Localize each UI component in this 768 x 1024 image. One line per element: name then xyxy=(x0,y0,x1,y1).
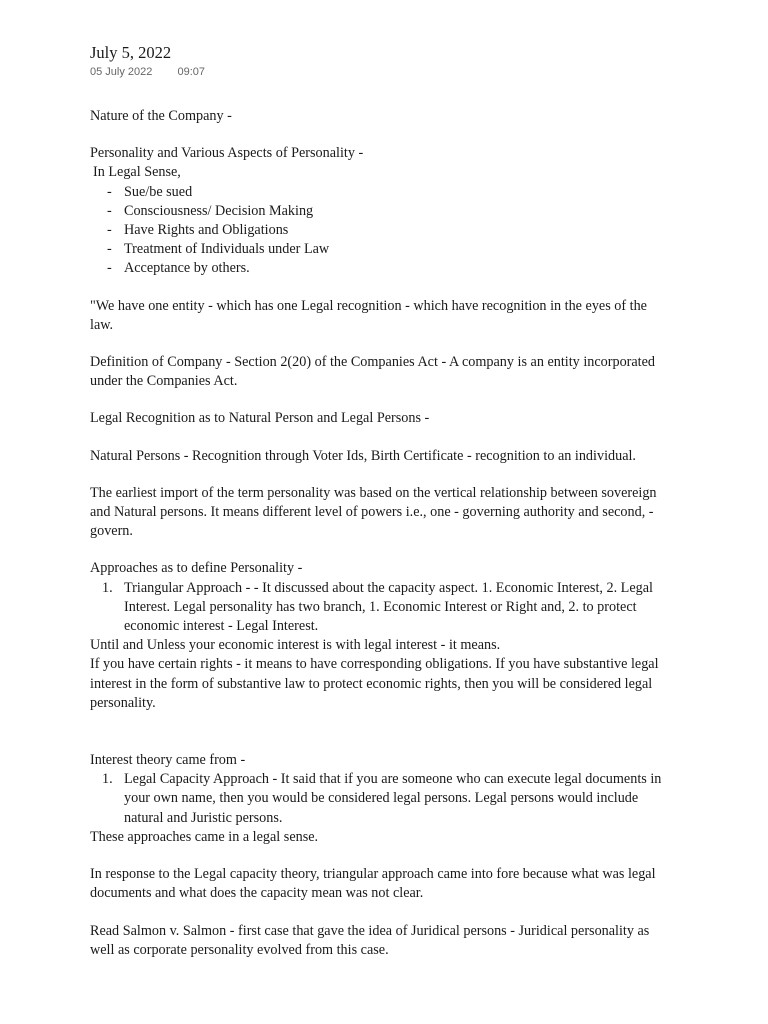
approach-list xyxy=(90,579,670,637)
paragraph: Until and Unless your economic interest is with legal interest - it means. xyxy=(90,637,501,654)
paragraph: Interest theory came from - xyxy=(90,752,246,769)
list-item: - Consciousness/ Decision Making xyxy=(90,202,670,221)
interest-list xyxy=(90,770,670,828)
paragraph: In Legal Sense, xyxy=(93,164,181,181)
paragraph: Legal Recognition as to Natural Person and Legal Persons - xyxy=(90,410,430,427)
list-item: - Treatment of Individuals under Law xyxy=(90,240,670,259)
list-item xyxy=(90,770,670,828)
paragraph: Natural Persons - Recognition through Voter Ids, Birth Certificate - recognition to an individual. xyxy=(90,447,636,464)
paragraph: If you have certain rights - it means to have corresponding obligations. If you have substantive legal interest in the form of substantive law to protect economic rights, then you will be considered legal personality. xyxy=(90,656,659,711)
list-marker: 1. xyxy=(102,579,113,596)
note-title: July 5, 2022 xyxy=(90,43,172,62)
paragraph: "We have one entity - which has one Legal recognition - which have recognition in the eyes of the law. xyxy=(90,297,647,333)
list-item: - Sue/be sued xyxy=(90,183,670,202)
note-meta xyxy=(90,66,205,78)
paragraph: Definition of Company - Section 2(20) of the Companies Act - A company is an entity incorporated under the Companies Act. xyxy=(90,354,656,390)
list-marker: 1. xyxy=(102,771,113,788)
spacer xyxy=(90,713,670,751)
note-date: 05 July 2022 xyxy=(90,66,153,78)
paragraph: The earliest import of the term personality was based on the vertical relationship between sovereign and Natural persons. It means different level of powers i.e., one - governing authority and second, - govern. xyxy=(90,484,657,540)
list-item-text: Legal Capacity Approach - It said that if you are someone who can execute legal documents in your own name, then you would be considered legal persons. Legal persons would include natural and Juristic persons. xyxy=(124,771,662,826)
paragraph: Read Salmon v. Salmon - first case that gave the idea of Juridical persons - Juridical personality as well as corporate personality evolved from this case. xyxy=(90,922,650,958)
list-item: - Acceptance by others. xyxy=(90,259,670,278)
list-item: - Have Rights and Obligations xyxy=(90,221,670,240)
list-item-text: Triangular Approach - - It discussed about the capacity aspect. 1. Economic Interest, 2. Legal Interest. Legal personality has two branch, 1. Economic Interest or Right and, 2. to protect economic interest - Legal Interest. xyxy=(124,579,653,635)
paragraph: Nature of the Company - xyxy=(90,108,232,124)
paragraph: In response to the Legal capacity theory, triangular approach came into fore because what was legal documents and what does the capacity mean was not clear. xyxy=(90,866,656,902)
note-time: 09:07 xyxy=(177,66,205,78)
paragraph: These approaches came in a legal sense. xyxy=(90,828,319,845)
list-item xyxy=(90,579,670,637)
paragraph: Personality and Various Aspects of Personality - xyxy=(90,145,364,162)
note-body xyxy=(90,107,670,978)
legal-sense-list xyxy=(90,183,670,279)
paragraph: Approaches as to define Personality - xyxy=(90,560,303,577)
